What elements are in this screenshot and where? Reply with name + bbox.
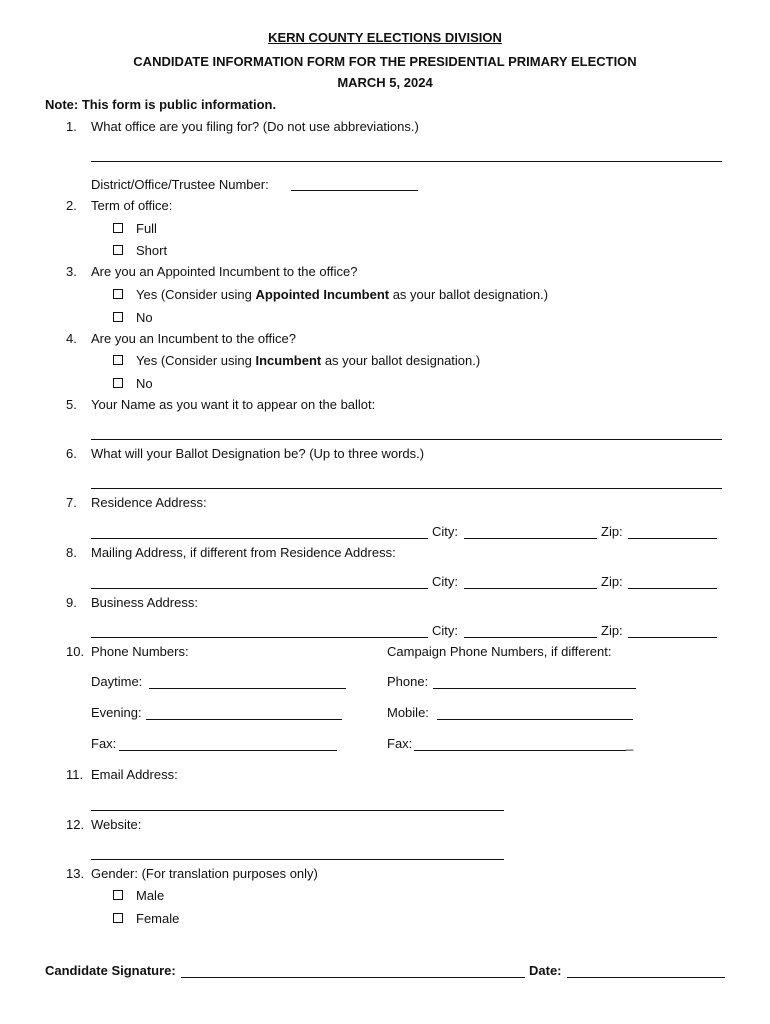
q13-number: 13. bbox=[66, 866, 85, 881]
appointed-no-checkbox[interactable] bbox=[113, 312, 123, 322]
q10-number: 10. bbox=[66, 644, 85, 659]
q8-question: Mailing Address, if different from Residence Address: bbox=[91, 545, 396, 560]
term-short-checkbox[interactable] bbox=[113, 245, 123, 255]
incumbent-no-checkbox[interactable] bbox=[113, 378, 123, 388]
q4-number: 4. bbox=[66, 331, 77, 346]
q9-question: Business Address: bbox=[91, 595, 198, 610]
q6-question: What will your Ballot Designation be? (Up to three words.) bbox=[91, 446, 425, 461]
evening-label: Evening: bbox=[91, 705, 142, 720]
incumbent-no-label: No bbox=[136, 376, 153, 391]
q2-question: Term of office: bbox=[91, 198, 173, 213]
q7-number: 7. bbox=[66, 495, 77, 510]
q8-number: 8. bbox=[66, 545, 77, 560]
signature-label: Candidate Signature: bbox=[45, 963, 176, 978]
gender-female-label: Female bbox=[136, 911, 180, 926]
q7-question: Residence Address: bbox=[91, 495, 207, 510]
gender-male-checkbox[interactable] bbox=[113, 890, 123, 900]
mailing-address-input-line[interactable] bbox=[91, 588, 428, 589]
residence-city-label: City: bbox=[432, 524, 458, 539]
residence-city-input-line[interactable] bbox=[464, 538, 597, 539]
q5-number: 5. bbox=[66, 397, 77, 412]
appointed-yes-label: Yes (Consider using Appointed Incumbent as your ballot designation.) bbox=[136, 287, 549, 302]
q2-number: 2. bbox=[66, 198, 77, 213]
q3-question: Are you an Appointed Incumbent to the office? bbox=[91, 264, 358, 279]
incumbent-yes-checkbox[interactable] bbox=[113, 355, 123, 365]
phone-label: Phone: bbox=[387, 674, 429, 689]
fax-input-line[interactable] bbox=[119, 750, 337, 751]
website-input-line[interactable] bbox=[91, 859, 504, 860]
campaign-fax-tail: _ bbox=[626, 736, 634, 751]
residence-zip-input-line[interactable] bbox=[628, 538, 717, 539]
q5-question: Your Name as you want it to appear on the ballot: bbox=[91, 397, 376, 412]
date-input-line[interactable] bbox=[567, 977, 725, 978]
mailing-city-label: City: bbox=[432, 574, 458, 589]
campaign-fax-label: Fax: bbox=[387, 736, 413, 751]
q1-question: What office are you filing for? (Do not use abbreviations.) bbox=[91, 119, 419, 134]
q4-question: Are you an Incumbent to the office? bbox=[91, 331, 297, 346]
email-input-line[interactable] bbox=[91, 810, 504, 811]
campaign-fax-input-line[interactable] bbox=[414, 750, 626, 751]
mailing-zip-label: Zip: bbox=[601, 574, 623, 589]
public-note: Note: This form is public information. bbox=[45, 97, 277, 112]
mobile-label: Mobile: bbox=[387, 705, 429, 720]
q9-number: 9. bbox=[66, 595, 77, 610]
business-city-input-line[interactable] bbox=[464, 637, 597, 638]
appointed-yes-checkbox[interactable] bbox=[113, 289, 123, 299]
mobile-input-line[interactable] bbox=[437, 719, 633, 720]
residence-zip-label: Zip: bbox=[601, 524, 623, 539]
q3-number: 3. bbox=[66, 264, 77, 279]
term-short-label: Short bbox=[136, 243, 168, 258]
gender-female-checkbox[interactable] bbox=[113, 913, 123, 923]
district-input-line[interactable] bbox=[291, 190, 418, 191]
q11-question: Email Address: bbox=[91, 767, 178, 782]
daytime-label: Daytime: bbox=[91, 674, 143, 689]
residence-address-input-line[interactable] bbox=[91, 538, 428, 539]
business-city-label: City: bbox=[432, 623, 458, 638]
q12-question: Website: bbox=[91, 817, 142, 832]
term-full-checkbox[interactable] bbox=[113, 223, 123, 233]
term-full-label: Full bbox=[136, 221, 157, 236]
gender-male-label: Male bbox=[136, 888, 165, 903]
q13-question: Gender: (For translation purposes only) bbox=[91, 866, 318, 881]
daytime-input-line[interactable] bbox=[149, 688, 346, 689]
q11-number: 11. bbox=[66, 767, 84, 782]
q1-number: 1. bbox=[66, 119, 77, 134]
ballot-designation-input-line[interactable] bbox=[91, 488, 722, 489]
form-title: CANDIDATE INFORMATION FORM FOR THE PRESIDENTIAL PRIMARY ELECTION bbox=[133, 54, 637, 69]
business-address-input-line[interactable] bbox=[91, 637, 428, 638]
ballot-name-input-line[interactable] bbox=[91, 439, 722, 440]
election-date: MARCH 5, 2024 bbox=[337, 75, 433, 90]
evening-input-line[interactable] bbox=[146, 719, 342, 720]
q6-number: 6. bbox=[66, 446, 77, 461]
division-title: KERN COUNTY ELECTIONS DIVISION bbox=[268, 30, 502, 45]
district-label: District/Office/Trustee Number: bbox=[91, 177, 269, 192]
business-zip-input-line[interactable] bbox=[628, 637, 717, 638]
incumbent-yes-label: Yes (Consider using Incumbent as your ballot designation.) bbox=[136, 353, 481, 368]
q12-number: 12. bbox=[66, 817, 85, 832]
signature-input-line[interactable] bbox=[181, 977, 525, 978]
mailing-city-input-line[interactable] bbox=[464, 588, 597, 589]
phone-input-line[interactable] bbox=[433, 688, 636, 689]
date-label: Date: bbox=[529, 963, 562, 978]
mailing-zip-input-line[interactable] bbox=[628, 588, 717, 589]
appointed-no-label: No bbox=[136, 310, 153, 325]
office-input-line[interactable] bbox=[91, 161, 722, 162]
campaign-phones-label: Campaign Phone Numbers, if different: bbox=[387, 644, 612, 659]
business-zip-label: Zip: bbox=[601, 623, 623, 638]
q10-question: Phone Numbers: bbox=[91, 644, 189, 659]
fax-label: Fax: bbox=[91, 736, 117, 751]
